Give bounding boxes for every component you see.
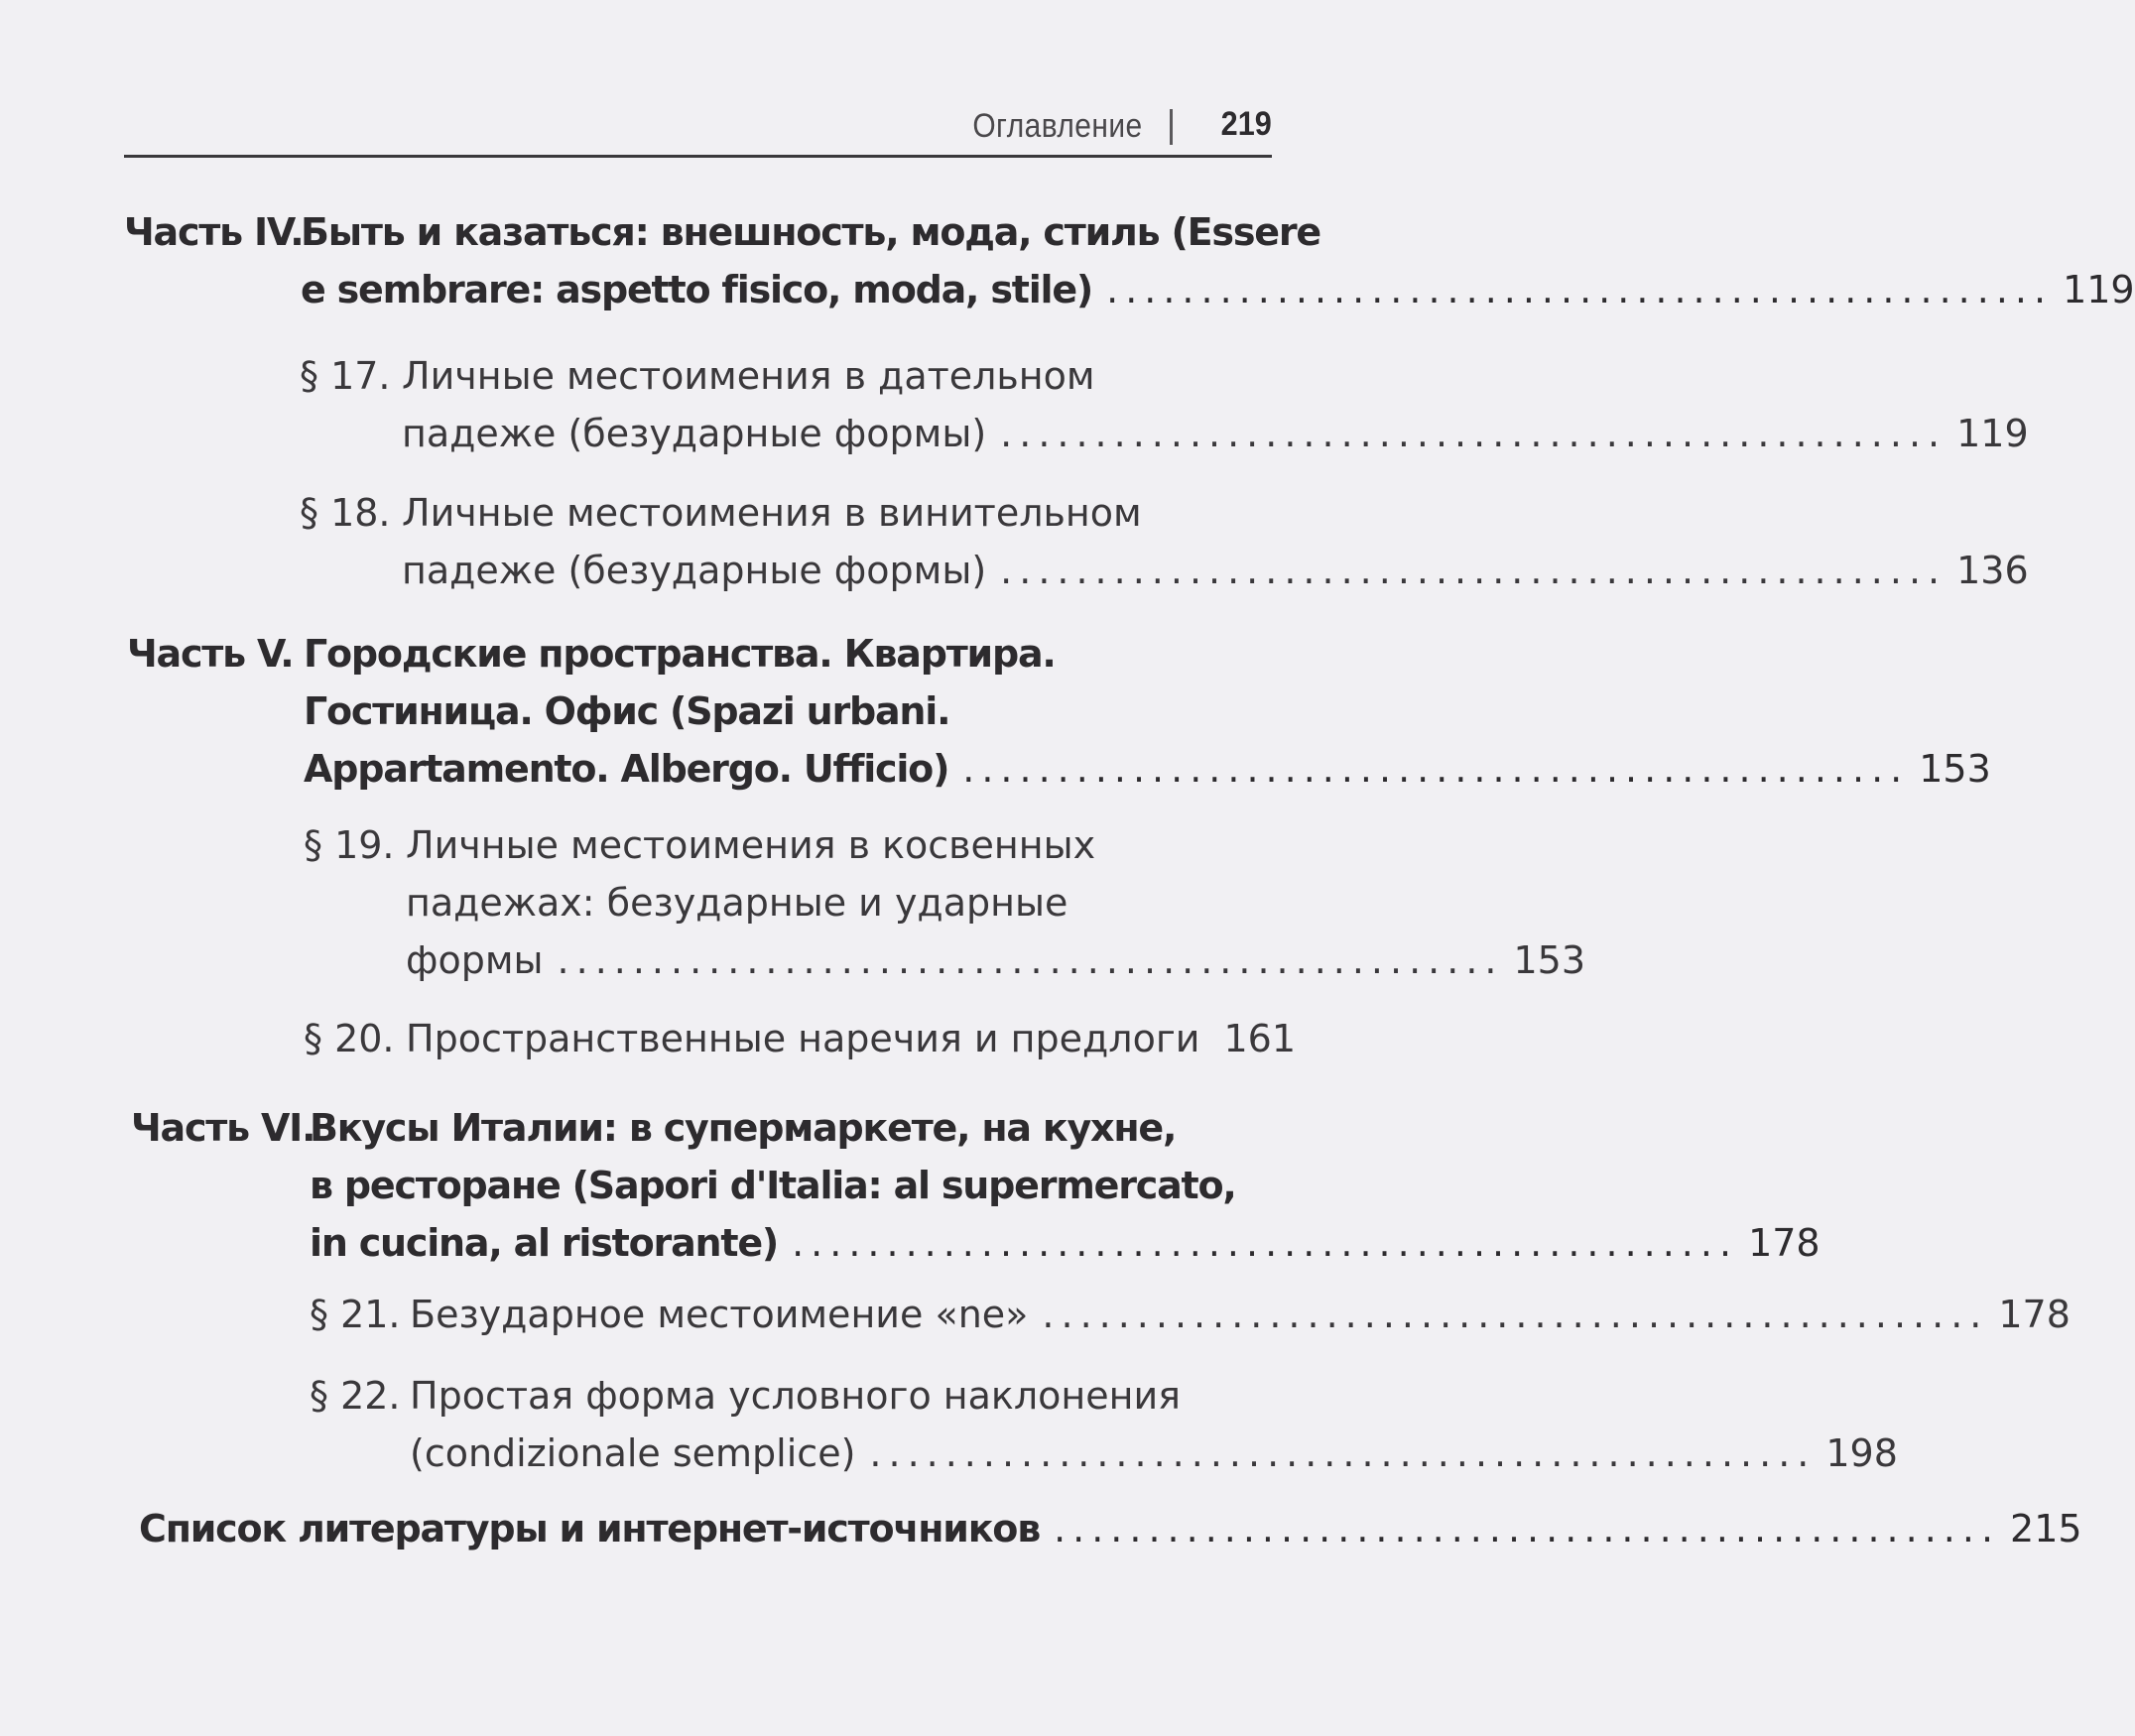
toc-title-text: Appartamento. Albergo. Ufficio) bbox=[304, 747, 949, 791]
toc-title-text: Безударное местоимение «ne» bbox=[410, 1293, 1029, 1336]
toc-part-title bbox=[304, 625, 1991, 798]
toc-title-text: e sembrare: aspetto fisico, moda, stile) bbox=[301, 268, 1093, 311]
toc-part-label: Часть IV. bbox=[124, 210, 304, 254]
toc-section-title bbox=[402, 484, 2029, 599]
toc-section-title bbox=[410, 1286, 2071, 1343]
toc-title-line: Гостиница. Офис (Spazi urbani. bbox=[304, 689, 950, 733]
toc-title-text: in cucina, al ristorante) bbox=[310, 1221, 779, 1265]
toc-page-number: 215 bbox=[2010, 1507, 2082, 1550]
toc-title-text: падеже (безударные формы) bbox=[402, 549, 987, 592]
toc-title-line bbox=[406, 931, 1586, 989]
toc-section-label: § 22. bbox=[310, 1374, 401, 1418]
toc-title-text: (condizionale semplice) bbox=[410, 1431, 856, 1475]
toc-section-title bbox=[410, 1367, 1898, 1482]
toc-page-number: 178 bbox=[1998, 1293, 2071, 1336]
toc-leader-dots: .................................................. bbox=[1042, 1293, 1989, 1336]
toc-section-title bbox=[402, 347, 2029, 462]
toc-page-number: 161 bbox=[1223, 1017, 1297, 1060]
toc-title-line: в ресторане (Sapori d'Italia: al supermercato, bbox=[310, 1164, 1236, 1207]
toc-section-label: § 20. bbox=[304, 1017, 395, 1060]
running-head-separator bbox=[1170, 109, 1173, 145]
toc-title-line: Быть и казаться: внешность, мода, стиль (Essere bbox=[301, 210, 1320, 254]
toc-leader-dots: .................................................. bbox=[1000, 549, 1947, 592]
toc-leader-dots: .................................................. bbox=[1106, 268, 2054, 311]
toc-section-label: § 21. bbox=[310, 1293, 401, 1336]
toc-leader-dots: .................................................. bbox=[792, 1221, 1739, 1265]
toc-title-line: Личные местоимения в винительном bbox=[402, 491, 1142, 535]
toc-page-number: 136 bbox=[1956, 549, 2029, 592]
toc-title-line bbox=[406, 1010, 1297, 1067]
toc-title-line bbox=[139, 1500, 2082, 1557]
running-head bbox=[124, 95, 1272, 158]
toc-title-line: Личные местоимения в косвенных bbox=[406, 823, 1096, 867]
toc-section-label: § 18. bbox=[300, 491, 391, 535]
toc-bibliography-title bbox=[139, 1500, 2082, 1557]
toc-title-line: Простая форма условного наклонения bbox=[410, 1374, 1182, 1418]
toc-title-line: падежах: безударные и ударные bbox=[406, 881, 1068, 925]
toc-leader-dots: .................................................. bbox=[869, 1431, 1817, 1475]
toc-page-number: 119 bbox=[2063, 268, 2135, 311]
toc-part-title bbox=[310, 1099, 1821, 1272]
page-number: 219 bbox=[1220, 105, 1272, 143]
toc-section-title bbox=[406, 1010, 1297, 1067]
toc-leader-dots: .................................................. bbox=[962, 747, 1910, 791]
toc-title-line bbox=[410, 1425, 1898, 1482]
toc-title-line bbox=[402, 542, 2029, 599]
toc-section-label: § 19. bbox=[304, 823, 395, 867]
toc-title-line bbox=[410, 1286, 2071, 1343]
toc-title-line: Личные местоимения в дательном bbox=[402, 354, 1095, 398]
toc-page-number: 178 bbox=[1748, 1221, 1821, 1265]
toc-title-line: Вкусы Италии: в супермаркете, на кухне, bbox=[310, 1106, 1177, 1150]
toc-part-label: Часть V. bbox=[127, 632, 294, 676]
toc-title-line bbox=[301, 261, 2135, 318]
toc-leader-dots: .................................................. bbox=[1054, 1507, 2001, 1550]
toc-page-number: 119 bbox=[1956, 412, 2029, 455]
toc-title-text: падеже (безударные формы) bbox=[402, 412, 987, 455]
toc-page-number: 153 bbox=[1919, 747, 1991, 791]
toc-title-line bbox=[304, 740, 1991, 798]
toc-title-text: Список литературы и интернет-источников bbox=[139, 1507, 1041, 1550]
toc-part-label: Часть VI. bbox=[131, 1106, 315, 1150]
toc-title-text: формы bbox=[406, 938, 544, 982]
toc-leader-dots: .................................................. bbox=[557, 938, 1504, 982]
toc-part-title bbox=[301, 203, 2135, 318]
running-head-title: Оглавление bbox=[972, 107, 1143, 145]
toc-section-label: § 17. bbox=[300, 354, 391, 398]
toc-page-number: 198 bbox=[1825, 1431, 1898, 1475]
toc-title-line: Городские пространства. Квартира. bbox=[304, 632, 1056, 676]
toc-title-line bbox=[310, 1214, 1821, 1272]
toc-section-title bbox=[406, 816, 1586, 989]
toc-leader-dots: .................................................. bbox=[1000, 412, 1947, 455]
toc-page-number: 153 bbox=[1513, 938, 1586, 982]
toc-title-line bbox=[402, 405, 2029, 462]
toc-title-text: Пространственные наречия и предлоги bbox=[406, 1017, 1200, 1060]
